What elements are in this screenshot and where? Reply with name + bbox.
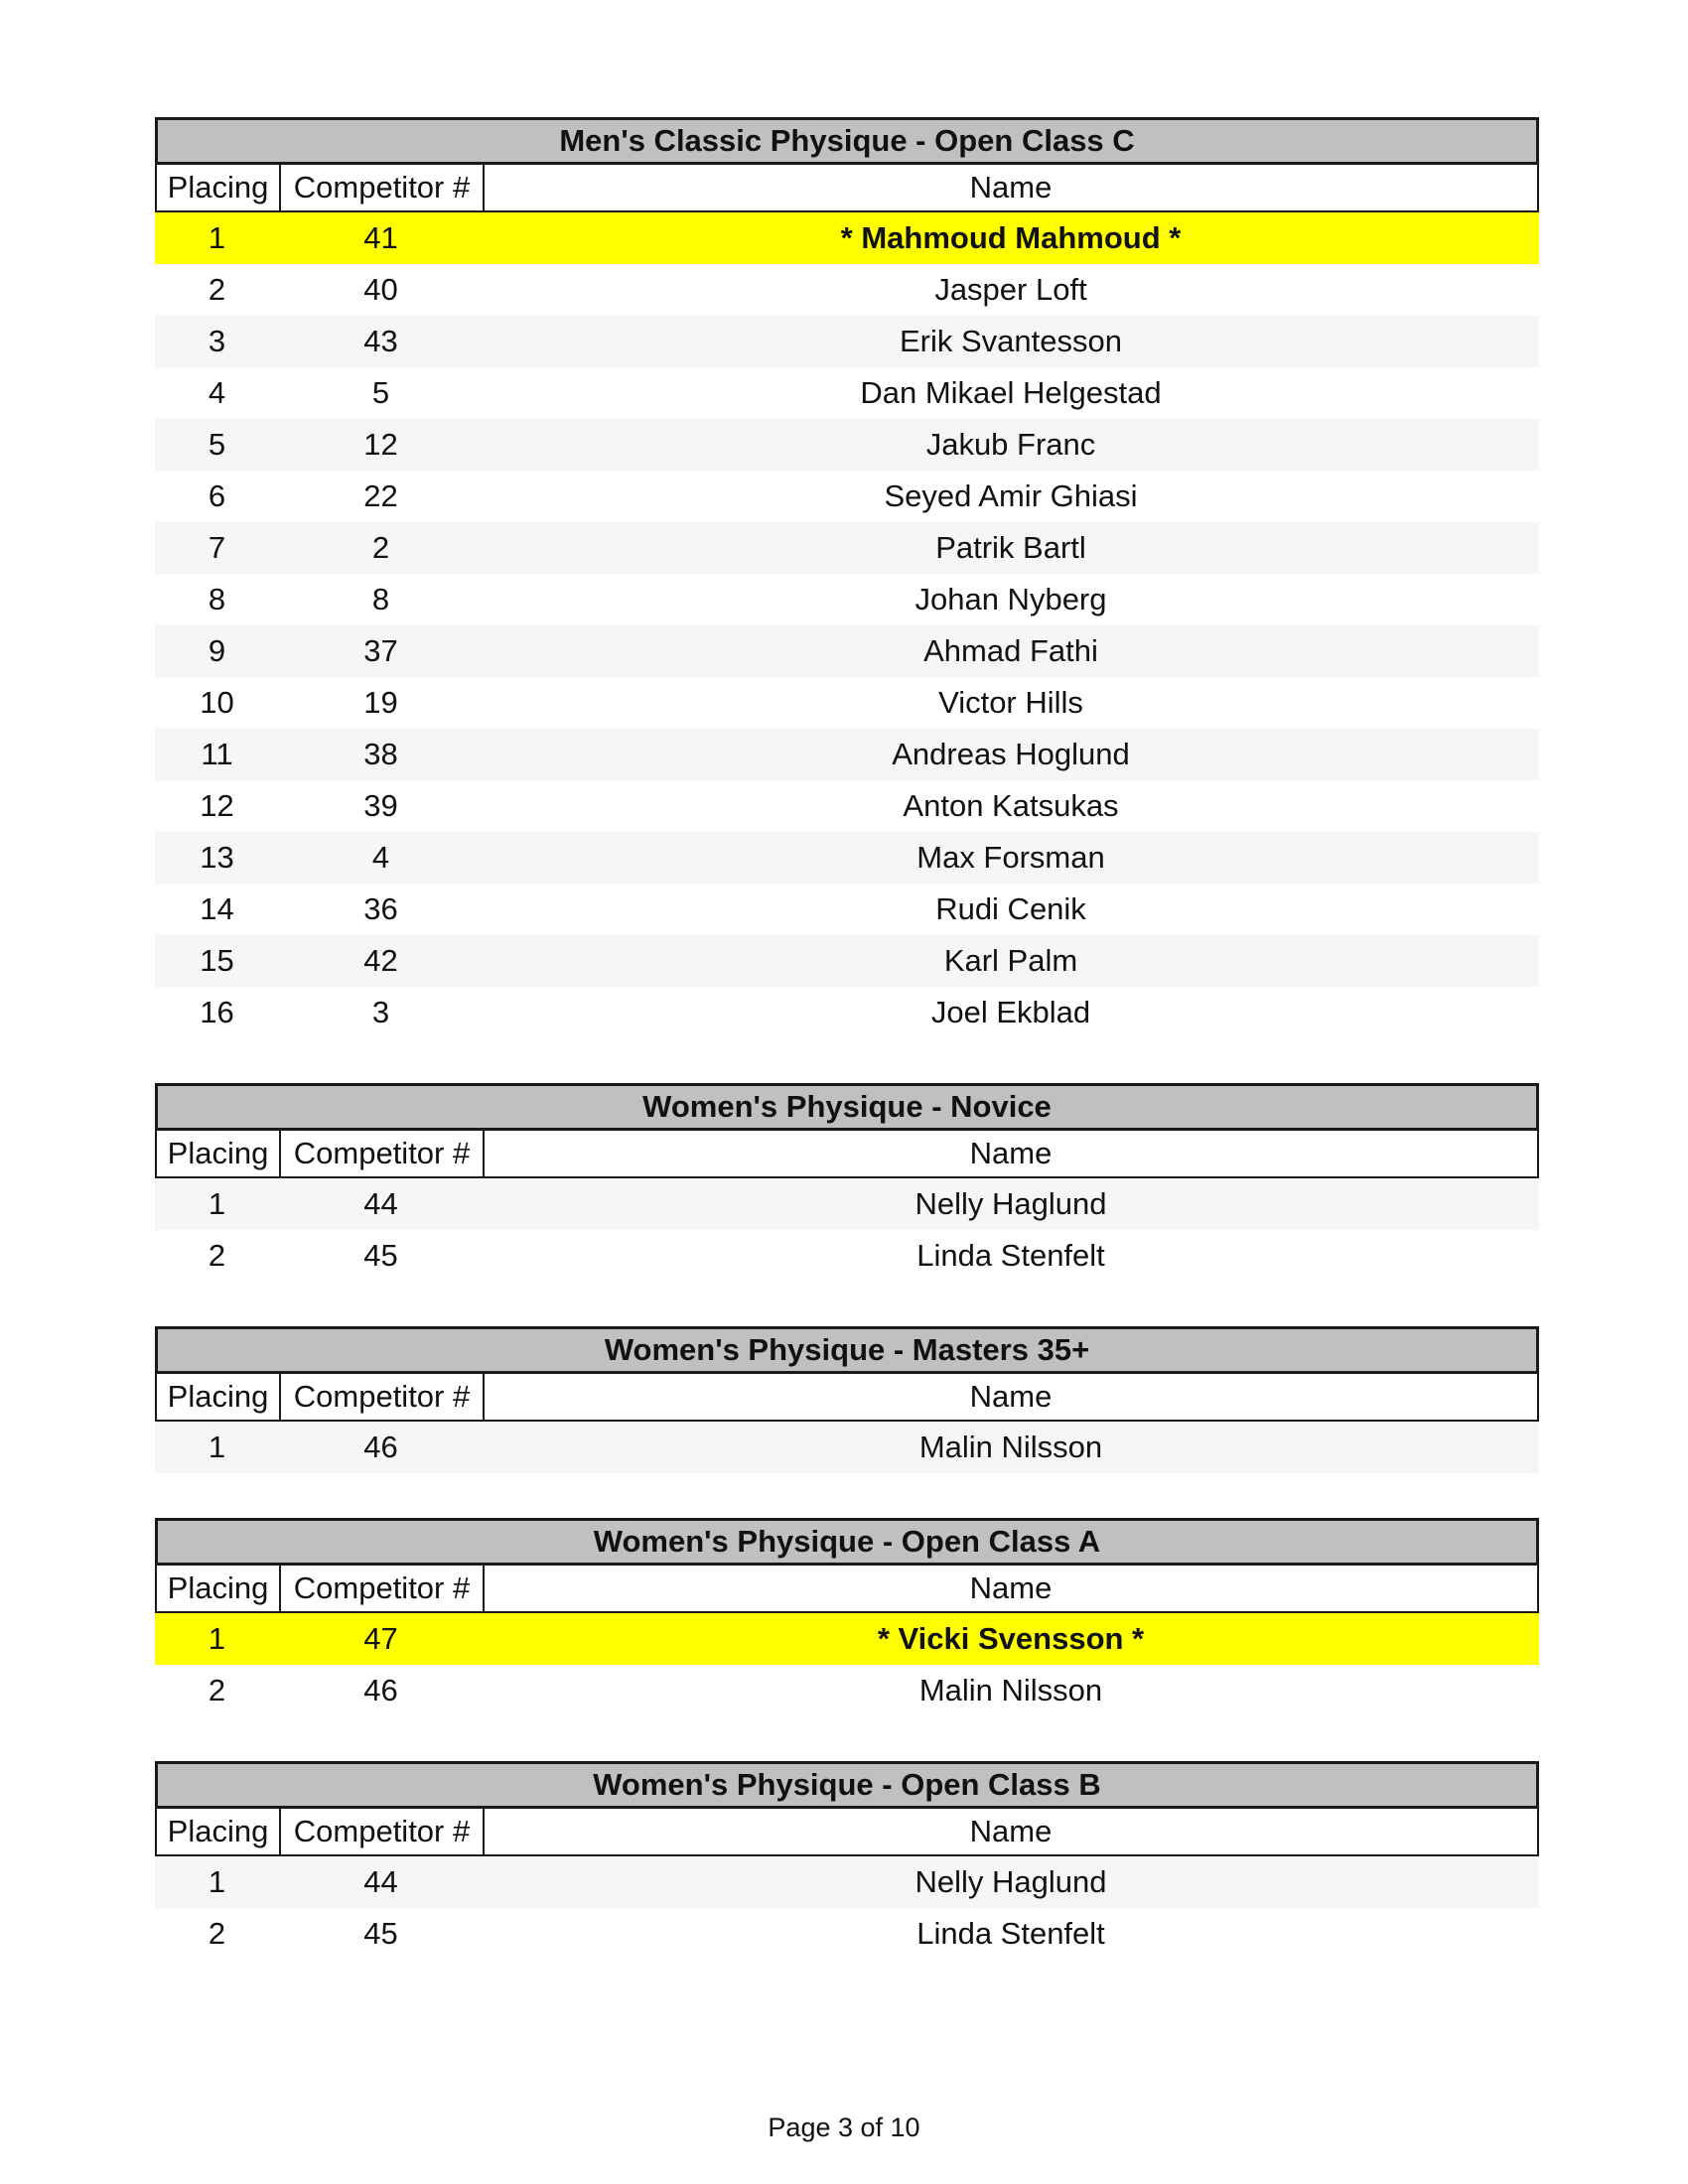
competitor-number-cell: 46 <box>363 1673 398 1707</box>
table-row <box>155 677 1539 729</box>
placing-cell: 1 <box>208 220 226 255</box>
placing-cell: 8 <box>208 582 226 616</box>
table-row <box>155 729 1539 780</box>
placing-cell: 3 <box>208 324 226 358</box>
column-header-row <box>155 165 1539 212</box>
competitor-name-cell: Nelly Haglund <box>914 1186 1107 1221</box>
results-document <box>155 117 1539 2004</box>
competitor-name-cell: Anton Katsukas <box>903 788 1119 823</box>
competitor-name-cell: * Vicki Svensson * <box>877 1621 1145 1656</box>
table-row <box>155 419 1539 471</box>
page-number: Page 3 of 10 <box>768 2113 920 2142</box>
placing-header: Placing <box>157 1566 281 1611</box>
competitor-number-cell: 5 <box>371 375 390 410</box>
competitor-name-cell: Jakub Franc <box>925 427 1096 462</box>
table-body <box>155 1422 1539 1473</box>
placing-header: Placing <box>157 1809 281 1854</box>
competitor-number-cell: 45 <box>363 1916 398 1951</box>
competitor-number-cell: 4 <box>371 840 390 875</box>
table-body <box>155 212 1539 1038</box>
competitor-number-cell: 47 <box>363 1621 398 1656</box>
competitor-number-cell: 46 <box>363 1430 398 1464</box>
column-header-row <box>155 1809 1539 1856</box>
column-header-row <box>155 1131 1539 1178</box>
table-row <box>155 987 1539 1038</box>
placing-header: Placing <box>157 1131 281 1176</box>
placing-cell: 2 <box>208 1673 226 1707</box>
category-title: Women's Physique - Masters 35+ <box>155 1326 1539 1374</box>
competitor-header: Competitor # <box>281 1374 485 1420</box>
competitor-number-cell: 39 <box>363 788 398 823</box>
name-header: Name <box>969 1814 1053 1848</box>
category-title: Women's Physique - Open Class B <box>155 1761 1539 1809</box>
competitor-number-cell: 22 <box>363 478 398 513</box>
competitor-number-cell: 12 <box>363 427 398 462</box>
competitor-number-cell: 45 <box>363 1238 398 1273</box>
category-title: Women's Physique - Novice <box>155 1083 1539 1131</box>
column-header-row <box>155 1566 1539 1613</box>
placing-cell: 1 <box>208 1186 226 1221</box>
table-row <box>155 522 1539 574</box>
placing-cell: 12 <box>200 788 234 823</box>
table-row <box>155 884 1539 935</box>
competitor-name-cell: Johan Nyberg <box>914 582 1107 616</box>
results-table <box>155 1761 1539 1960</box>
name-header: Name <box>969 1136 1053 1170</box>
table-row <box>155 1665 1539 1716</box>
table-row <box>155 1422 1539 1473</box>
competitor-name-cell: Nelly Haglund <box>914 1864 1107 1899</box>
competitor-number-cell: 42 <box>363 943 398 978</box>
competitor-number-cell: 8 <box>371 582 390 616</box>
placing-cell: 1 <box>208 1430 226 1464</box>
winner-row <box>155 212 1539 264</box>
results-table <box>155 1326 1539 1473</box>
competitor-number-cell: 2 <box>371 530 390 565</box>
competitor-name-cell: Malin Nilsson <box>918 1673 1103 1707</box>
column-header-row <box>155 1374 1539 1422</box>
placing-cell: 5 <box>208 427 226 462</box>
table-row <box>155 1908 1539 1960</box>
table-row <box>155 1230 1539 1282</box>
competitor-header: Competitor # <box>281 1566 485 1611</box>
table-row <box>155 367 1539 419</box>
placing-cell: 16 <box>200 995 234 1029</box>
competitor-number-cell: 43 <box>363 324 398 358</box>
table-row <box>155 935 1539 987</box>
name-header: Name <box>969 1379 1053 1414</box>
table-row <box>155 264 1539 316</box>
placing-cell: 6 <box>208 478 226 513</box>
competitor-name-cell: Malin Nilsson <box>918 1430 1103 1464</box>
competitor-number-cell: 40 <box>363 272 398 307</box>
winner-row <box>155 1613 1539 1665</box>
competitor-number-cell: 38 <box>363 737 398 771</box>
placing-cell: 4 <box>208 375 226 410</box>
competitor-number-cell: 37 <box>363 633 398 668</box>
table-row <box>155 316 1539 367</box>
competitor-header: Competitor # <box>281 1809 485 1854</box>
results-table <box>155 1083 1539 1282</box>
placing-header: Placing <box>157 1374 281 1420</box>
competitor-number-cell: 36 <box>363 891 398 926</box>
results-table <box>155 1518 1539 1716</box>
competitor-name-cell: Erik Svantesson <box>900 324 1122 358</box>
placing-cell: 9 <box>208 633 226 668</box>
results-table <box>155 117 1539 1038</box>
category-title: Men's Classic Physique - Open Class C <box>155 117 1539 165</box>
competitor-header: Competitor # <box>281 165 485 210</box>
placing-cell: 13 <box>200 840 234 875</box>
placing-header: Placing <box>157 165 281 210</box>
placing-cell: 2 <box>208 1916 226 1951</box>
placing-cell: 7 <box>208 530 226 565</box>
table-body <box>155 1613 1539 1716</box>
competitor-number-cell: 3 <box>371 995 390 1029</box>
competitor-name-cell: Seyed Amir Ghiasi <box>884 478 1138 513</box>
competitor-name-cell: Victor Hills <box>938 685 1083 720</box>
competitor-name-cell: Rudi Cenik <box>935 891 1086 926</box>
table-row <box>155 625 1539 677</box>
table-row <box>155 471 1539 522</box>
placing-cell: 2 <box>208 272 226 307</box>
table-row <box>155 780 1539 832</box>
name-header: Name <box>969 170 1053 205</box>
competitor-name-cell: Max Forsman <box>916 840 1105 875</box>
competitor-number-cell: 19 <box>363 685 398 720</box>
table-row <box>155 574 1539 625</box>
placing-cell: 2 <box>208 1238 226 1273</box>
competitor-name-cell: Ahmad Fathi <box>923 633 1098 668</box>
placing-cell: 1 <box>208 1621 226 1656</box>
competitor-header: Competitor # <box>281 1131 485 1176</box>
competitor-name-cell: Jasper Loft <box>934 272 1087 307</box>
competitor-number-cell: 41 <box>363 220 398 255</box>
table-row <box>155 832 1539 884</box>
placing-cell: 11 <box>201 737 233 771</box>
competitor-number-cell: 44 <box>363 1186 398 1221</box>
competitor-name-cell: Linda Stenfelt <box>916 1238 1105 1273</box>
table-row <box>155 1178 1539 1230</box>
name-header: Name <box>969 1570 1053 1605</box>
placing-cell: 1 <box>208 1864 226 1899</box>
table-row <box>155 1856 1539 1908</box>
placing-cell: 15 <box>200 943 234 978</box>
competitor-name-cell: Dan Mikael Helgestad <box>860 375 1162 410</box>
competitor-name-cell: Linda Stenfelt <box>916 1916 1105 1951</box>
table-body <box>155 1178 1539 1282</box>
placing-cell: 14 <box>200 891 234 926</box>
competitor-name-cell: * Mahmoud Mahmoud * <box>840 220 1182 255</box>
competitor-number-cell: 44 <box>363 1864 398 1899</box>
competitor-name-cell: Andreas Hoglund <box>892 737 1130 771</box>
table-body <box>155 1856 1539 1960</box>
category-title: Women's Physique - Open Class A <box>155 1518 1539 1566</box>
competitor-name-cell: Karl Palm <box>943 943 1078 978</box>
competitor-name-cell: Patrik Bartl <box>935 530 1086 565</box>
placing-cell: 10 <box>200 685 234 720</box>
competitor-name-cell: Joel Ekblad <box>930 995 1091 1029</box>
